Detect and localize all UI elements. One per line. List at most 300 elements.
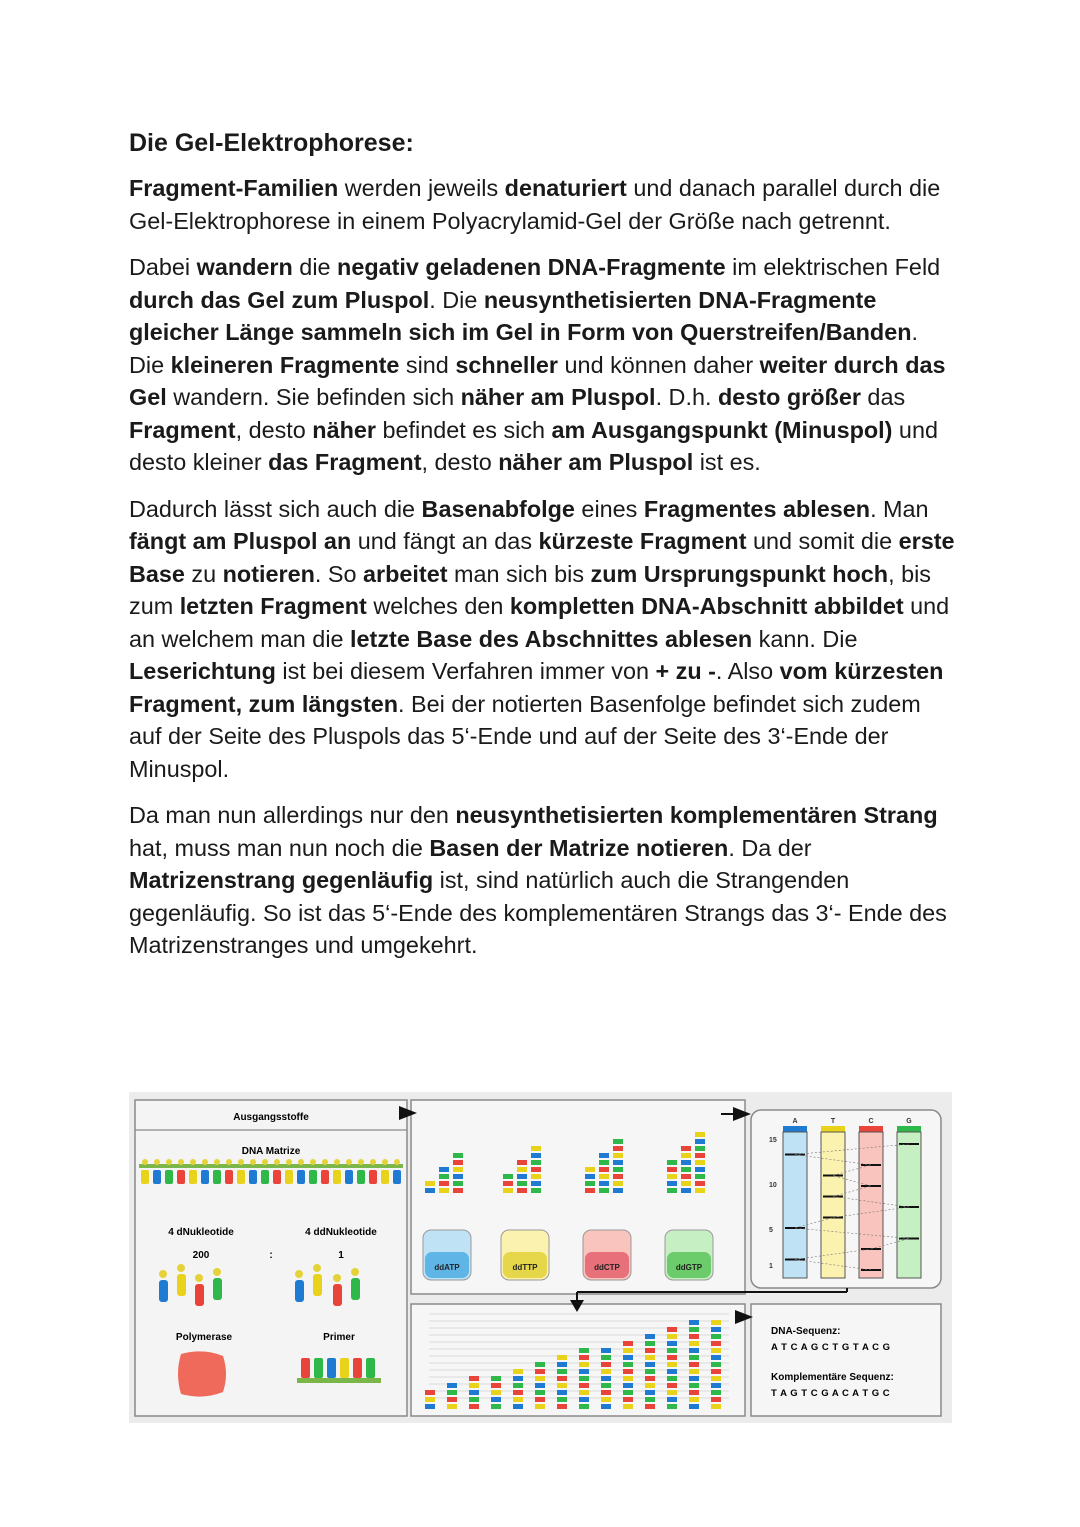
text-run: im elektrischen Feld: [725, 254, 941, 280]
ladder-segment: [425, 1397, 435, 1402]
base-block: [333, 1170, 341, 1184]
fragment-segment: [585, 1167, 595, 1172]
ladder-segment: [645, 1383, 655, 1388]
ladder-segment: [689, 1390, 699, 1395]
text-run: . Man: [870, 495, 929, 522]
ladder-segment: [469, 1376, 479, 1381]
ladder-segment: [645, 1404, 655, 1409]
ladder-segment: [579, 1348, 589, 1353]
phosphate-dot: [159, 1270, 167, 1278]
text-run: . Bei der notierten Basenfolge befindet sich zudem auf der Seite des Pluspols das 5‘-Ende und auf der Seite des 3‘-Ende der Minuspol.: [129, 690, 921, 782]
ladder-segment: [689, 1383, 699, 1388]
bold-text: Basenabfolge: [421, 495, 575, 522]
fragment-segment: [667, 1188, 677, 1193]
text-run: und können daher: [558, 351, 760, 378]
sanger-sequencing-figure: [129, 1092, 952, 1423]
fragment-segment: [585, 1188, 595, 1193]
fragment-segment: [695, 1174, 705, 1179]
bold-text: näher am Pluspol: [498, 449, 694, 475]
fragment-segment: [531, 1153, 541, 1158]
fragment-segment: [667, 1167, 677, 1172]
phosphate-dot: [195, 1274, 203, 1282]
phosphate-dot: [213, 1268, 221, 1276]
phosphate-dot: [142, 1159, 148, 1165]
text-run: . Also: [715, 658, 780, 684]
ladder-segment: [689, 1369, 699, 1374]
fragment-segment: [531, 1188, 541, 1193]
primer-backbone: [297, 1378, 381, 1383]
ladder-segment: [557, 1390, 567, 1395]
base-block: [381, 1170, 389, 1184]
ladder-segment: [469, 1404, 479, 1409]
ladder-segment: [689, 1376, 699, 1381]
fragment-segment: [695, 1160, 705, 1165]
gel-lanes: [769, 1118, 921, 1278]
ladder-segment: [623, 1348, 633, 1353]
fragment-segment: [599, 1181, 609, 1186]
base-block: [213, 1170, 221, 1184]
ladder-segment: [579, 1397, 589, 1402]
ladder-segment: [623, 1390, 633, 1395]
bold-text: desto größer: [717, 384, 861, 410]
base-block: [393, 1170, 401, 1184]
ladder-segment: [667, 1376, 677, 1381]
fragment-segment: [599, 1188, 609, 1193]
base-block: [345, 1170, 353, 1184]
ladder-segment: [667, 1362, 677, 1367]
phosphate-dot: [310, 1159, 316, 1165]
ladder-segment: [601, 1390, 611, 1395]
phosphate-dot: [351, 1268, 359, 1276]
base-block: [285, 1170, 293, 1184]
ladder-segment: [579, 1355, 589, 1360]
fragment-segment: [453, 1153, 463, 1158]
dna-sequenz-value: A T C A G C T G T A C G: [771, 1342, 891, 1353]
ladder-segment: [557, 1369, 567, 1374]
fragment-segment: [599, 1167, 609, 1172]
ladder-segment: [579, 1383, 589, 1388]
fragment-segment: [599, 1174, 609, 1179]
label-dna-matrize: DNA Matrize: [241, 1146, 301, 1157]
text-run: hat, muss man nun noch die: [129, 834, 430, 861]
base-block: [177, 1170, 185, 1184]
text-run: eines: [574, 495, 644, 522]
gel-lane-label: C: [868, 1118, 874, 1125]
bold-text: durch das Gel zum Pluspol: [129, 286, 430, 313]
fragment-segment: [613, 1167, 623, 1172]
fragment-segment: [667, 1174, 677, 1179]
bold-text: weiter durch das Gel: [129, 351, 946, 410]
base-block: [165, 1170, 173, 1184]
fragment-segment: [681, 1181, 691, 1186]
ladder-segment: [491, 1376, 501, 1381]
base-block: [249, 1170, 257, 1184]
base-block: [357, 1170, 365, 1184]
beaker-label: ddCTP: [594, 1263, 620, 1272]
bold-text: negativ geladenen DNA-Fragmente: [337, 254, 726, 280]
text-run: und danach parallel durch die Gel-Elektrophorese in einem Polyacrylamid-Gel der Größe nach getrennt.: [129, 175, 941, 234]
fragment-segment: [695, 1153, 705, 1158]
nucleotide: [195, 1284, 204, 1306]
ladder-segment: [425, 1390, 435, 1395]
phosphate-dot: [295, 1270, 303, 1278]
phosphate-dot: [298, 1159, 304, 1165]
phosphate-dot: [322, 1159, 328, 1165]
ladder-segment: [667, 1369, 677, 1374]
base-block: [237, 1170, 245, 1184]
ladder-segment: [535, 1376, 545, 1381]
base-block: [297, 1170, 305, 1184]
text-run: sind: [399, 351, 456, 378]
fragment-segment: [425, 1181, 435, 1186]
bold-text: Matrizenstrang gegenläufig: [129, 867, 434, 893]
ladder-segment: [557, 1362, 567, 1367]
ladder-segment: [689, 1320, 699, 1325]
ladder-segment: [601, 1383, 611, 1388]
ladder-segment: [711, 1362, 721, 1367]
fragment-segment: [613, 1174, 623, 1179]
phosphate-dot: [346, 1159, 352, 1165]
ladder-segment: [469, 1397, 479, 1402]
phosphate-dot: [358, 1159, 364, 1165]
base-block: [309, 1170, 317, 1184]
phosphate-dot: [178, 1159, 184, 1165]
fragment-segment: [613, 1181, 623, 1186]
ladder-segment: [689, 1334, 699, 1339]
ladder-segment: [645, 1376, 655, 1381]
bold-text: kompletten DNA-Abschnitt abbildet: [509, 593, 904, 619]
fragment-segment: [425, 1188, 435, 1193]
ladder-segment: [711, 1369, 721, 1374]
ladder-segment: [535, 1390, 545, 1395]
beaker-label: ddGTP: [675, 1263, 703, 1272]
gel-lane-cap: [897, 1126, 921, 1132]
bold-text: kürzeste Fragment: [538, 528, 747, 554]
text-run: , desto: [235, 416, 313, 443]
primer-base: [327, 1358, 336, 1378]
ladder-segment: [447, 1397, 457, 1402]
fragment-segment: [681, 1167, 691, 1172]
bold-text: Leserichtung: [129, 658, 276, 684]
bold-text: denaturiert: [504, 175, 627, 201]
text-run: Dadurch lässt sich auch die: [129, 495, 422, 522]
ladder-segment: [645, 1348, 655, 1353]
gel-lane: [821, 1132, 845, 1278]
ladder-segment: [579, 1376, 589, 1381]
phosphate-dot: [250, 1159, 256, 1165]
label-dna-sequenz: DNA-Sequenz:: [771, 1326, 841, 1337]
fragment-segment: [613, 1153, 623, 1158]
fragment-segment: [439, 1181, 449, 1186]
phosphate-dot: [382, 1159, 388, 1165]
ladder-segment: [579, 1390, 589, 1395]
panel-reactions: [411, 1100, 745, 1294]
gel-lane-cap: [859, 1126, 883, 1132]
ladder-segment: [513, 1376, 523, 1381]
ladder-segment: [667, 1390, 677, 1395]
bold-text: Fragment: [129, 416, 236, 443]
text-run: die: [292, 254, 338, 280]
fragment-segment: [613, 1146, 623, 1151]
fragment-segment: [695, 1146, 705, 1151]
label-ausgangsstoffe: Ausgangsstoffe: [233, 1112, 309, 1123]
fragment-segment: [503, 1174, 513, 1179]
fragment-segment: [503, 1181, 513, 1186]
phosphate-dot: [177, 1264, 185, 1272]
fragment-segment: [531, 1160, 541, 1165]
bold-text: näher: [312, 416, 376, 443]
text-run: ist bei diesem Verfahren immer von: [275, 658, 656, 684]
komplementaer-value: T A G T C G A C A T G C: [771, 1388, 891, 1399]
ladder-segment: [667, 1327, 677, 1332]
phosphate-dot: [333, 1274, 341, 1282]
ladder-segment: [469, 1383, 479, 1388]
text-run: werden jeweils: [338, 175, 505, 201]
fragment-segment: [613, 1188, 623, 1193]
text-run: wandern. Sie befinden sich: [166, 384, 461, 410]
fragment-segment: [695, 1188, 705, 1193]
label-primer: Primer: [323, 1332, 355, 1343]
ladder-segment: [667, 1383, 677, 1388]
ladder-segment: [557, 1376, 567, 1381]
text-run: . D.h.: [655, 384, 718, 410]
ladder-segment: [689, 1327, 699, 1332]
nucleotide: [295, 1280, 304, 1302]
phosphate-dot: [214, 1159, 220, 1165]
fragment-segment: [695, 1132, 705, 1137]
fragment-segment: [531, 1174, 541, 1179]
fragment-segment: [531, 1181, 541, 1186]
text-run: und fängt an das: [351, 528, 539, 554]
fragment-segment: [681, 1188, 691, 1193]
ladder-segment: [689, 1362, 699, 1367]
phosphate-dot: [190, 1159, 196, 1165]
fragment-segment: [667, 1181, 677, 1186]
bold-text: letzte Base des Abschnittes ablesen: [350, 625, 753, 652]
ladder-segment: [711, 1404, 721, 1409]
fragment-segment: [517, 1181, 527, 1186]
ladder-segment: [667, 1348, 677, 1353]
ladder-segment: [557, 1383, 567, 1388]
bold-text: neusynthetisierten komplementären Strang: [455, 802, 938, 828]
fragment-segment: [681, 1146, 691, 1151]
ladder-segment: [711, 1397, 721, 1402]
ladder-segment: [579, 1369, 589, 1374]
ladder-segment: [711, 1348, 721, 1353]
ladder-segment: [557, 1355, 567, 1360]
beaker-label: ddATP: [434, 1263, 460, 1272]
ladder-segment: [579, 1362, 589, 1367]
ladder-segment: [667, 1404, 677, 1409]
gel-lane: [859, 1132, 883, 1278]
polymerase-icon: [178, 1351, 226, 1396]
primer-base: [366, 1358, 375, 1378]
ladder-segment: [535, 1383, 545, 1388]
bold-text: das Fragment: [268, 449, 422, 475]
base-block: [189, 1170, 197, 1184]
bold-text: letzten Fragment: [179, 593, 367, 619]
bold-text: zum Ursprungspunkt hoch: [590, 560, 889, 587]
gel-lane: [897, 1132, 921, 1278]
phosphate-dot: [238, 1159, 244, 1165]
gel-scale-label: 5: [769, 1227, 773, 1234]
paragraph-1: [129, 172, 959, 237]
ladder-segment: [711, 1341, 721, 1346]
ladder-segment: [513, 1383, 523, 1388]
base-block: [225, 1170, 233, 1184]
ladder-segment: [535, 1369, 545, 1374]
text-run: ist, sind natürlich auch die Strangenden gegenläufig. So ist das 5‘-Ende des komplementären Strangs das 3‘- Ende des Matrizenstranges und umgekehrt.: [129, 867, 947, 958]
phosphate-dot: [334, 1159, 340, 1165]
ladder-segment: [711, 1355, 721, 1360]
ladder-segment: [491, 1404, 501, 1409]
text-run: Da man nun allerdings nur den: [129, 802, 456, 828]
panel-ausgangsstoffe: [135, 1100, 407, 1416]
text-run: welches den: [366, 593, 510, 619]
bold-text: vom kürzesten Fragment, zum längsten: [129, 658, 944, 717]
ladder-segment: [447, 1390, 457, 1395]
ladder-segment: [557, 1404, 567, 1409]
ladder-segment: [645, 1362, 655, 1367]
ladder-segment: [623, 1404, 633, 1409]
ladder-segment: [601, 1362, 611, 1367]
ladder-segment: [623, 1397, 633, 1402]
nucleotide: [213, 1278, 222, 1300]
fragment-segment: [681, 1174, 691, 1179]
ladder-segment: [645, 1369, 655, 1374]
fragment-segment: [613, 1160, 623, 1165]
fragment-segment: [517, 1188, 527, 1193]
fragment-segment: [531, 1146, 541, 1151]
ladder-segment: [667, 1341, 677, 1346]
ratio-right: 1: [338, 1250, 344, 1261]
ladder-segment: [623, 1369, 633, 1374]
label-polymerase: Polymerase: [175, 1332, 233, 1343]
bold-text: wandern: [196, 254, 293, 280]
page-title: Die Gel-Elektrophorese:: [129, 129, 414, 157]
fragment-segment: [585, 1174, 595, 1179]
phosphate-dot: [370, 1159, 376, 1165]
fragment-segment: [439, 1167, 449, 1172]
beaker-label: ddTTP: [512, 1263, 538, 1272]
nucleotide: [313, 1274, 322, 1296]
ladder-segment: [601, 1348, 611, 1353]
gel-lane-label: T: [830, 1118, 836, 1125]
bold-text: neusynthetisierten DNA-Fragmente gleicher Länge sammeln sich im Gel in Form von Querstreifen/Banden: [129, 286, 912, 345]
ladder-segment: [667, 1355, 677, 1360]
ladder-segment: [513, 1397, 523, 1402]
ladder-segment: [447, 1383, 457, 1388]
label-dnukleotide: 4 dNukleotide: [168, 1227, 234, 1238]
gel-lane-cap: [783, 1126, 807, 1132]
ladder-segment: [601, 1376, 611, 1381]
ladder-segment: [601, 1404, 611, 1409]
bold-text: am Ausgangspunkt (Minuspol): [551, 416, 893, 443]
ladder-segment: [623, 1341, 633, 1346]
bold-text: näher am Pluspol: [460, 384, 656, 410]
ladder-segment: [601, 1397, 611, 1402]
ladder-segment: [535, 1404, 545, 1409]
nucleotide: [159, 1280, 168, 1302]
text-run: . Die: [129, 319, 918, 378]
phosphate-dot: [226, 1159, 232, 1165]
ladder-segment: [491, 1383, 501, 1388]
text-run: , bis zum: [129, 560, 932, 619]
label-ddnukleotide: 4 ddNukleotide: [305, 1227, 377, 1238]
phosphate-dot: [262, 1159, 268, 1165]
bold-text: Fragmentes ablesen: [643, 495, 871, 522]
fragment-segment: [453, 1181, 463, 1186]
ladder-segment: [711, 1376, 721, 1381]
base-block: [201, 1170, 209, 1184]
dna-backbone: [139, 1164, 403, 1168]
fragment-segment: [681, 1160, 691, 1165]
text-run: . So: [314, 560, 364, 587]
fragment-segment: [453, 1160, 463, 1165]
ladder-segment: [447, 1404, 457, 1409]
bold-text: schneller: [455, 351, 559, 378]
phosphate-dot: [274, 1159, 280, 1165]
bold-text: Fragment-Familien: [129, 175, 339, 201]
fragment-segment: [667, 1160, 677, 1165]
base-block: [153, 1170, 161, 1184]
gel-lane-label: G: [906, 1118, 912, 1125]
ladder-segment: [469, 1390, 479, 1395]
ladder-segment: [601, 1355, 611, 1360]
phosphate-dot: [286, 1159, 292, 1165]
ladder-segment: [711, 1390, 721, 1395]
fragment-segment: [453, 1188, 463, 1193]
bold-text: Basen der Matrize notieren: [429, 834, 729, 861]
text-run: und desto kleiner: [129, 416, 938, 475]
text-run: . Da der: [728, 834, 812, 861]
base-block: [141, 1170, 149, 1184]
text-run: befindet es sich: [376, 416, 552, 443]
phosphate-dot: [166, 1159, 172, 1165]
text-run: kann. Die: [752, 625, 858, 652]
base-block: [369, 1170, 377, 1184]
ladder-segment: [535, 1362, 545, 1367]
base-block: [321, 1170, 329, 1184]
phosphate-dot: [154, 1159, 160, 1165]
ladder-segment: [623, 1362, 633, 1367]
primer-base: [301, 1358, 310, 1378]
bold-text: notieren: [222, 560, 315, 587]
fragment-segment: [695, 1181, 705, 1186]
ladder-segment: [557, 1397, 567, 1402]
primer-base: [340, 1358, 349, 1378]
text-run: man sich bis: [447, 560, 591, 587]
fragment-segment: [531, 1167, 541, 1172]
ladder-segment: [689, 1404, 699, 1409]
bold-text: kleineren Fragmente: [170, 351, 400, 378]
bold-text: arbeitet: [363, 560, 448, 587]
text-run: und an welchem man die: [129, 593, 950, 652]
fragment-segment: [517, 1174, 527, 1179]
text-run: ist es.: [693, 449, 761, 475]
primer-base: [314, 1358, 323, 1378]
fragment-segment: [695, 1139, 705, 1144]
bold-text: + zu -: [655, 658, 716, 684]
ladder-segment: [513, 1390, 523, 1395]
ladder-segment: [689, 1348, 699, 1353]
nucleotide: [351, 1278, 360, 1300]
text-run: Dabei: [129, 254, 197, 280]
gel-scale-label: 10: [769, 1182, 777, 1189]
phosphate-dot: [313, 1264, 321, 1272]
panel-sequence: [751, 1304, 941, 1416]
panel-fragments: [411, 1304, 745, 1416]
